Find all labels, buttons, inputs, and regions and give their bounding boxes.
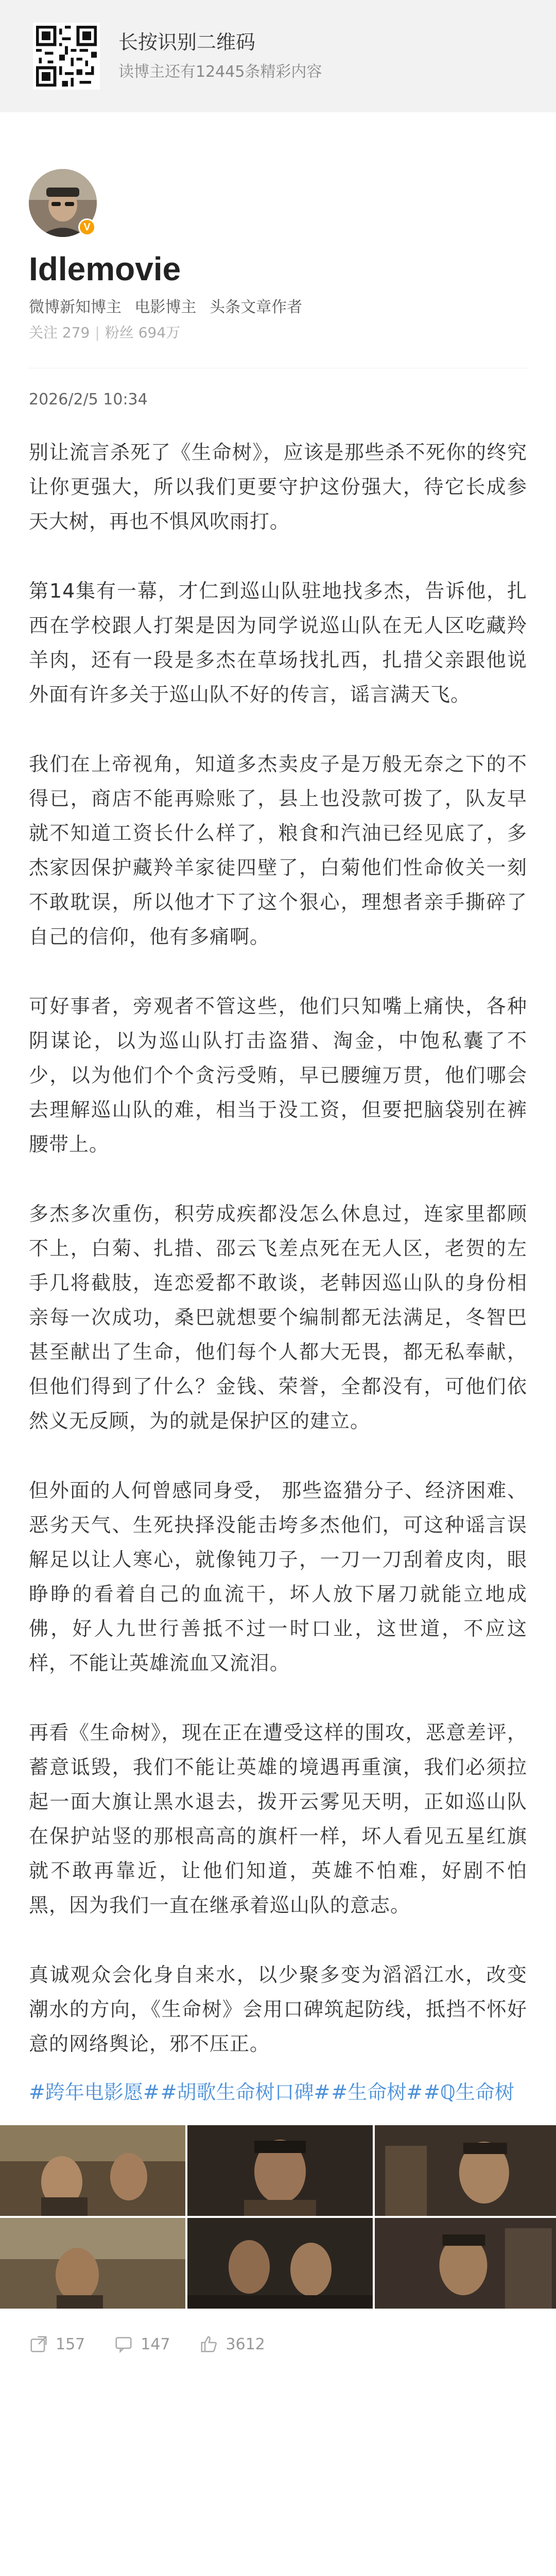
post-image[interactable] <box>187 2218 375 2311</box>
hashtag-link[interactable]: #跨年电影愿# <box>29 2081 160 2104</box>
repost-button[interactable] <box>29 2334 85 2354</box>
user-badges <box>29 297 527 318</box>
top-banner-subtitle: 读博主还有12445条精彩内容 <box>118 63 322 81</box>
image-grid <box>0 2125 556 2311</box>
post-image[interactable] <box>375 2125 556 2218</box>
post-image[interactable] <box>187 2125 375 2218</box>
verified-badge-icon: V <box>78 218 96 236</box>
top-banner-title: 长按识别二维码 <box>118 31 256 54</box>
hashtag-link[interactable]: #胡歌生命树口碑# <box>160 2081 331 2104</box>
badge-1: 微博新知博主 <box>29 298 121 316</box>
movie-still-icon <box>0 2125 185 2216</box>
post-paragraph-7: 再看《生命树》，现在正在遭受这样的围攻，恶意差评，蓄意诋毁，我们不能让英雄的境遇再重演，我们必须拉起一面大旗让黑水退去，拨开云雾见天明，正如巡山队在保护站竖的那根高高的旗杆一样，坏人看见五星红旗就不敢再靠近，让他们知道，英雄不怕难，好剧不怕黑，因为我们一直在继承着巡山队的意志。 <box>29 1721 527 1917</box>
post-paragraph-4: 可好事者，旁观者不管这些，他们只知嘴上痛快，各种阴谋论，以为巡山队打击盗猎、淘金，中饱私囊了不少，以为他们个个贪污受贿，早已腰缠万贯，他们哪会去理解巡山队的难，相当于没工资，但要把脑袋别在裤腰带上。 <box>29 995 527 1156</box>
post-paragraph-8: 真诚观众会化身自来水，以少聚多变为滔滔江水，改变潮水的方向，《生命树》会用口碑筑起防线，抵挡不怀好意的网络舆论，邪不压正。 <box>29 1963 527 2055</box>
repost-count: 157 <box>56 2335 85 2353</box>
movie-still-icon <box>187 2218 373 2309</box>
thumbs-up-icon <box>199 2334 219 2354</box>
like-button[interactable] <box>199 2334 265 2354</box>
like-count: 3612 <box>225 2335 265 2353</box>
movie-still-icon <box>375 2125 556 2216</box>
post-paragraph-2: 第14集有一幕，才仁到巡山队驻地找多杰，告诉他，扎西在学校跟人打架是因为同学说巡山队在无人区吃藏羚羊肉，还有一段是多杰在草场找扎西，扎措父亲跟他说外面有许多关于巡山队不好的传言，谣言满天飞。 <box>29 580 527 706</box>
post-paragraph-5: 多杰多次重伤，积劳成疾都没怎么休息过，连家里都顾不上，白菊、扎措、邵云飞差点死在无人区，老贺的左手几将截肢，连恋爱都不敢谈，老韩因巡山队的身份相亲每一次成功，桑巴就想要个编制都无法满足，冬智巴甚至献出了生命，他们每个人都大无畏，都无私奉献，但他们得到了什么？金钱、荣誉，全都没有，可他们依然义无反顾，为的就是保护区的建立。 <box>29 1202 527 1432</box>
badge-2: 电影博主 <box>134 298 197 316</box>
comment-button[interactable] <box>114 2334 170 2354</box>
qr-code <box>33 23 100 90</box>
stats-separator: | <box>95 324 100 341</box>
movie-still-icon <box>187 2125 373 2216</box>
qr-code-icon <box>36 26 97 87</box>
hashtag-list <box>29 2077 527 2108</box>
post-timestamp: 2026/2/5 10:34 <box>29 391 148 409</box>
follow-count: 关注 279 <box>29 324 90 341</box>
movie-still-icon <box>375 2218 556 2309</box>
username[interactable]: Idlemovie <box>29 250 181 287</box>
avatar-wrapper[interactable] <box>29 169 97 237</box>
comment-icon <box>114 2334 133 2354</box>
post-image[interactable] <box>0 2218 187 2311</box>
action-bar <box>0 2311 556 2378</box>
repost-icon <box>29 2334 48 2354</box>
hashtag-link[interactable]: #生命树# <box>331 2081 423 2104</box>
post-paragraph-3: 我们在上帝视角，知道多杰卖皮子是万般无奈之下的不得已，商店不能再赊账了，县上也没款可拨了，队友早就不知道工资长什么样了，粮食和汽油已经见底了，多杰家因保护藏羚羊家徒四壁了，白菊他们性命攸关一刻不敢耽误，所以他才下了这个狠心，理想者亲手撕碎了自己的信仰，他有多痛啊。 <box>29 753 527 948</box>
profile-section <box>0 112 556 343</box>
movie-still-icon <box>0 2218 185 2309</box>
user-stats <box>29 323 527 343</box>
post-content <box>0 411 556 2108</box>
comment-count: 147 <box>141 2335 170 2353</box>
hashtag-link[interactable]: #ℚ生命树 <box>424 2081 514 2104</box>
post-paragraph-1: 别让流言杀死了《生命树》，应该是那些杀不死你的终究让你更强大，所以我们更要守护这份强大，待它长成参天大树，再也不惧风吹雨打。 <box>29 441 527 533</box>
post-paragraph-6: 但外面的人何曾感同身受， 那些盗猎分子、经济困难、恶劣天气、生死抉择没能击垮多杰他们，可这种谣言误解足以让人寒心，就像钝刀子，一刀一刀刮着皮肉，眼睁睁的看着自己的血流干，坏人放下屠刀就能立地成佛，好人九世行善抵不过一时口业，这世道，不应这样，不能让英雄流血又流泪。 <box>29 1479 527 1674</box>
post-image[interactable] <box>0 2125 187 2218</box>
post-image[interactable] <box>375 2218 556 2311</box>
fans-count: 粉丝 694万 <box>105 324 181 341</box>
top-qr-banner <box>0 0 556 112</box>
badge-3: 头条文章作者 <box>210 298 303 316</box>
